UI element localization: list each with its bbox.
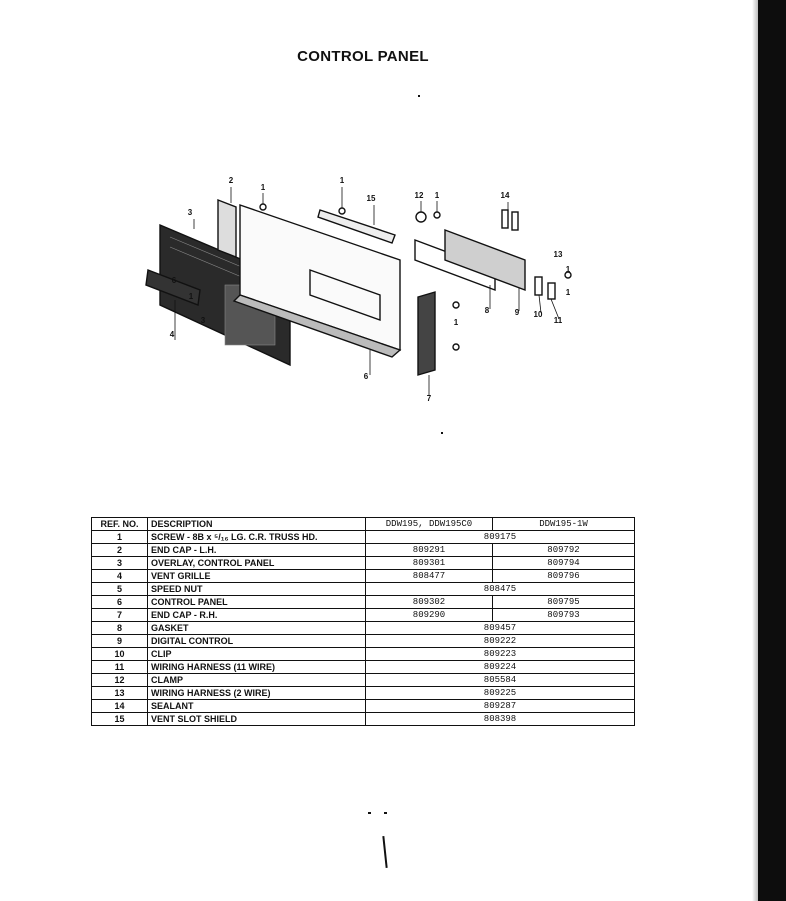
model-a-header: DDW195, DDW195C0 [366, 518, 493, 531]
description-cell: CLAMP [148, 674, 366, 687]
table-row [92, 635, 635, 648]
table-row [92, 713, 635, 726]
part-number-cell: 809225 [366, 687, 635, 700]
diagram-callout: 3 [200, 316, 206, 325]
description-cell: DIGITAL CONTROL [148, 635, 366, 648]
scan-dot [384, 812, 387, 814]
table-row [92, 661, 635, 674]
parts-table-body [92, 531, 635, 726]
ref-no-cell: 10 [92, 648, 148, 661]
table-row [92, 687, 635, 700]
ref-no-cell: 5 [92, 583, 148, 596]
table-row [92, 674, 635, 687]
part-number-cell: 809457 [366, 622, 635, 635]
part-number-cell: 809175 [366, 531, 635, 544]
ref-no-cell: 3 [92, 557, 148, 570]
end-cap-rh-part [418, 292, 435, 375]
table-row [92, 700, 635, 713]
table-row [92, 622, 635, 635]
part-number-model-b-cell: 809793 [493, 609, 635, 622]
ref-no-cell: 4 [92, 570, 148, 583]
clip-part [535, 277, 542, 295]
description-cell: VENT SLOT SHIELD [148, 713, 366, 726]
ref-no-header: REF. NO. [92, 518, 148, 531]
scan-dot [441, 432, 443, 434]
description-cell: VENT GRILLE [148, 570, 366, 583]
diagram-callout: 1 [434, 191, 440, 200]
part-number-model-a-cell: 808477 [366, 570, 493, 583]
page-title: CONTROL PANEL [297, 48, 429, 65]
part-number-cell: 809224 [366, 661, 635, 674]
diagram-callout: 2 [228, 176, 234, 185]
table-header-row [92, 518, 635, 531]
description-cell: SEALANT [148, 700, 366, 713]
table-row [92, 609, 635, 622]
diagram-callout: 8 [484, 306, 490, 315]
ref-no-cell: 7 [92, 609, 148, 622]
part-number-cell: 805584 [366, 674, 635, 687]
ref-no-cell: 6 [92, 596, 148, 609]
ref-no-cell: 14 [92, 700, 148, 713]
part-number-model-b-cell: 809796 [493, 570, 635, 583]
diagram-callout: 12 [414, 191, 424, 200]
description-cell: SCREW - 8B x ⁵/₁₆ LG. C.R. TRUSS HD. [148, 531, 366, 544]
description-cell: WIRING HARNESS (11 WIRE) [148, 661, 366, 674]
scan-dot [418, 95, 420, 97]
part-number-model-b-cell: 809794 [493, 557, 635, 570]
table-row [92, 544, 635, 557]
scanned-page-shadow [752, 0, 760, 901]
description-cell: OVERLAY, CONTROL PANEL [148, 557, 366, 570]
description-cell: WIRING HARNESS (2 WIRE) [148, 687, 366, 700]
model-b-header: DDW195-1W [493, 518, 635, 531]
part-number-cell: 808398 [366, 713, 635, 726]
ref-no-cell: 15 [92, 713, 148, 726]
table-row [92, 648, 635, 661]
part-number-model-a-cell: 809291 [366, 544, 493, 557]
scan-dot [368, 812, 371, 814]
diagram-callout: 1 [260, 183, 266, 192]
part-number-cell: 809222 [366, 635, 635, 648]
diagram-callout: 14 [500, 191, 510, 200]
diagram-callout: 6 [171, 276, 177, 285]
diagram-callout: 10 [533, 310, 543, 319]
part-number-model-b-cell: 809792 [493, 544, 635, 557]
diagram-callout: 1 [565, 265, 571, 274]
diagram-callout: 15 [366, 194, 376, 203]
ref-no-cell: 11 [92, 661, 148, 674]
ref-no-cell: 13 [92, 687, 148, 700]
ref-no-cell: 12 [92, 674, 148, 687]
description-cell: END CAP - L.H. [148, 544, 366, 557]
description-cell: CLIP [148, 648, 366, 661]
sealant-part [502, 210, 508, 228]
scanned-page-edge [758, 0, 786, 901]
diagram-callout: 3 [187, 208, 193, 217]
table-row [92, 570, 635, 583]
diagram-callout: 1 [565, 288, 571, 297]
table-row [92, 531, 635, 544]
diagram-callout: 7 [426, 394, 432, 403]
diagram-callout: 13 [553, 250, 563, 259]
end-cap-lh-part [218, 200, 236, 257]
diagram-callout: 1 [339, 176, 345, 185]
wiring-harness-part [548, 283, 555, 299]
part-number-model-a-cell: 809290 [366, 609, 493, 622]
diagram-callout: 9 [514, 308, 520, 317]
diagram-callout: 1 [453, 318, 459, 327]
ref-no-cell: 1 [92, 531, 148, 544]
diagram-svg [130, 165, 600, 425]
part-number-cell: 809223 [366, 648, 635, 661]
description-cell: SPEED NUT [148, 583, 366, 596]
digital-control-part [445, 230, 525, 290]
diagram-callout: 11 [553, 316, 563, 325]
diagram-callout: 4 [169, 330, 175, 339]
ref-no-cell: 8 [92, 622, 148, 635]
diagram-callout: 6 [363, 372, 369, 381]
table-row [92, 583, 635, 596]
part-number-cell: 808475 [366, 583, 635, 596]
part-number-model-a-cell: 809301 [366, 557, 493, 570]
table-row [92, 557, 635, 570]
part-number-cell: 809287 [366, 700, 635, 713]
description-header: DESCRIPTION [148, 518, 366, 531]
table-row [92, 596, 635, 609]
parts-table [91, 517, 635, 726]
ref-no-cell: 2 [92, 544, 148, 557]
description-cell: END CAP - R.H. [148, 609, 366, 622]
diagram-callout: 1 [188, 292, 194, 301]
ref-no-cell: 9 [92, 635, 148, 648]
part-number-model-b-cell: 809795 [493, 596, 635, 609]
description-cell: GASKET [148, 622, 366, 635]
part-number-model-a-cell: 809302 [366, 596, 493, 609]
exploded-parts-diagram [130, 165, 600, 425]
description-cell: CONTROL PANEL [148, 596, 366, 609]
scan-mark [382, 836, 387, 868]
